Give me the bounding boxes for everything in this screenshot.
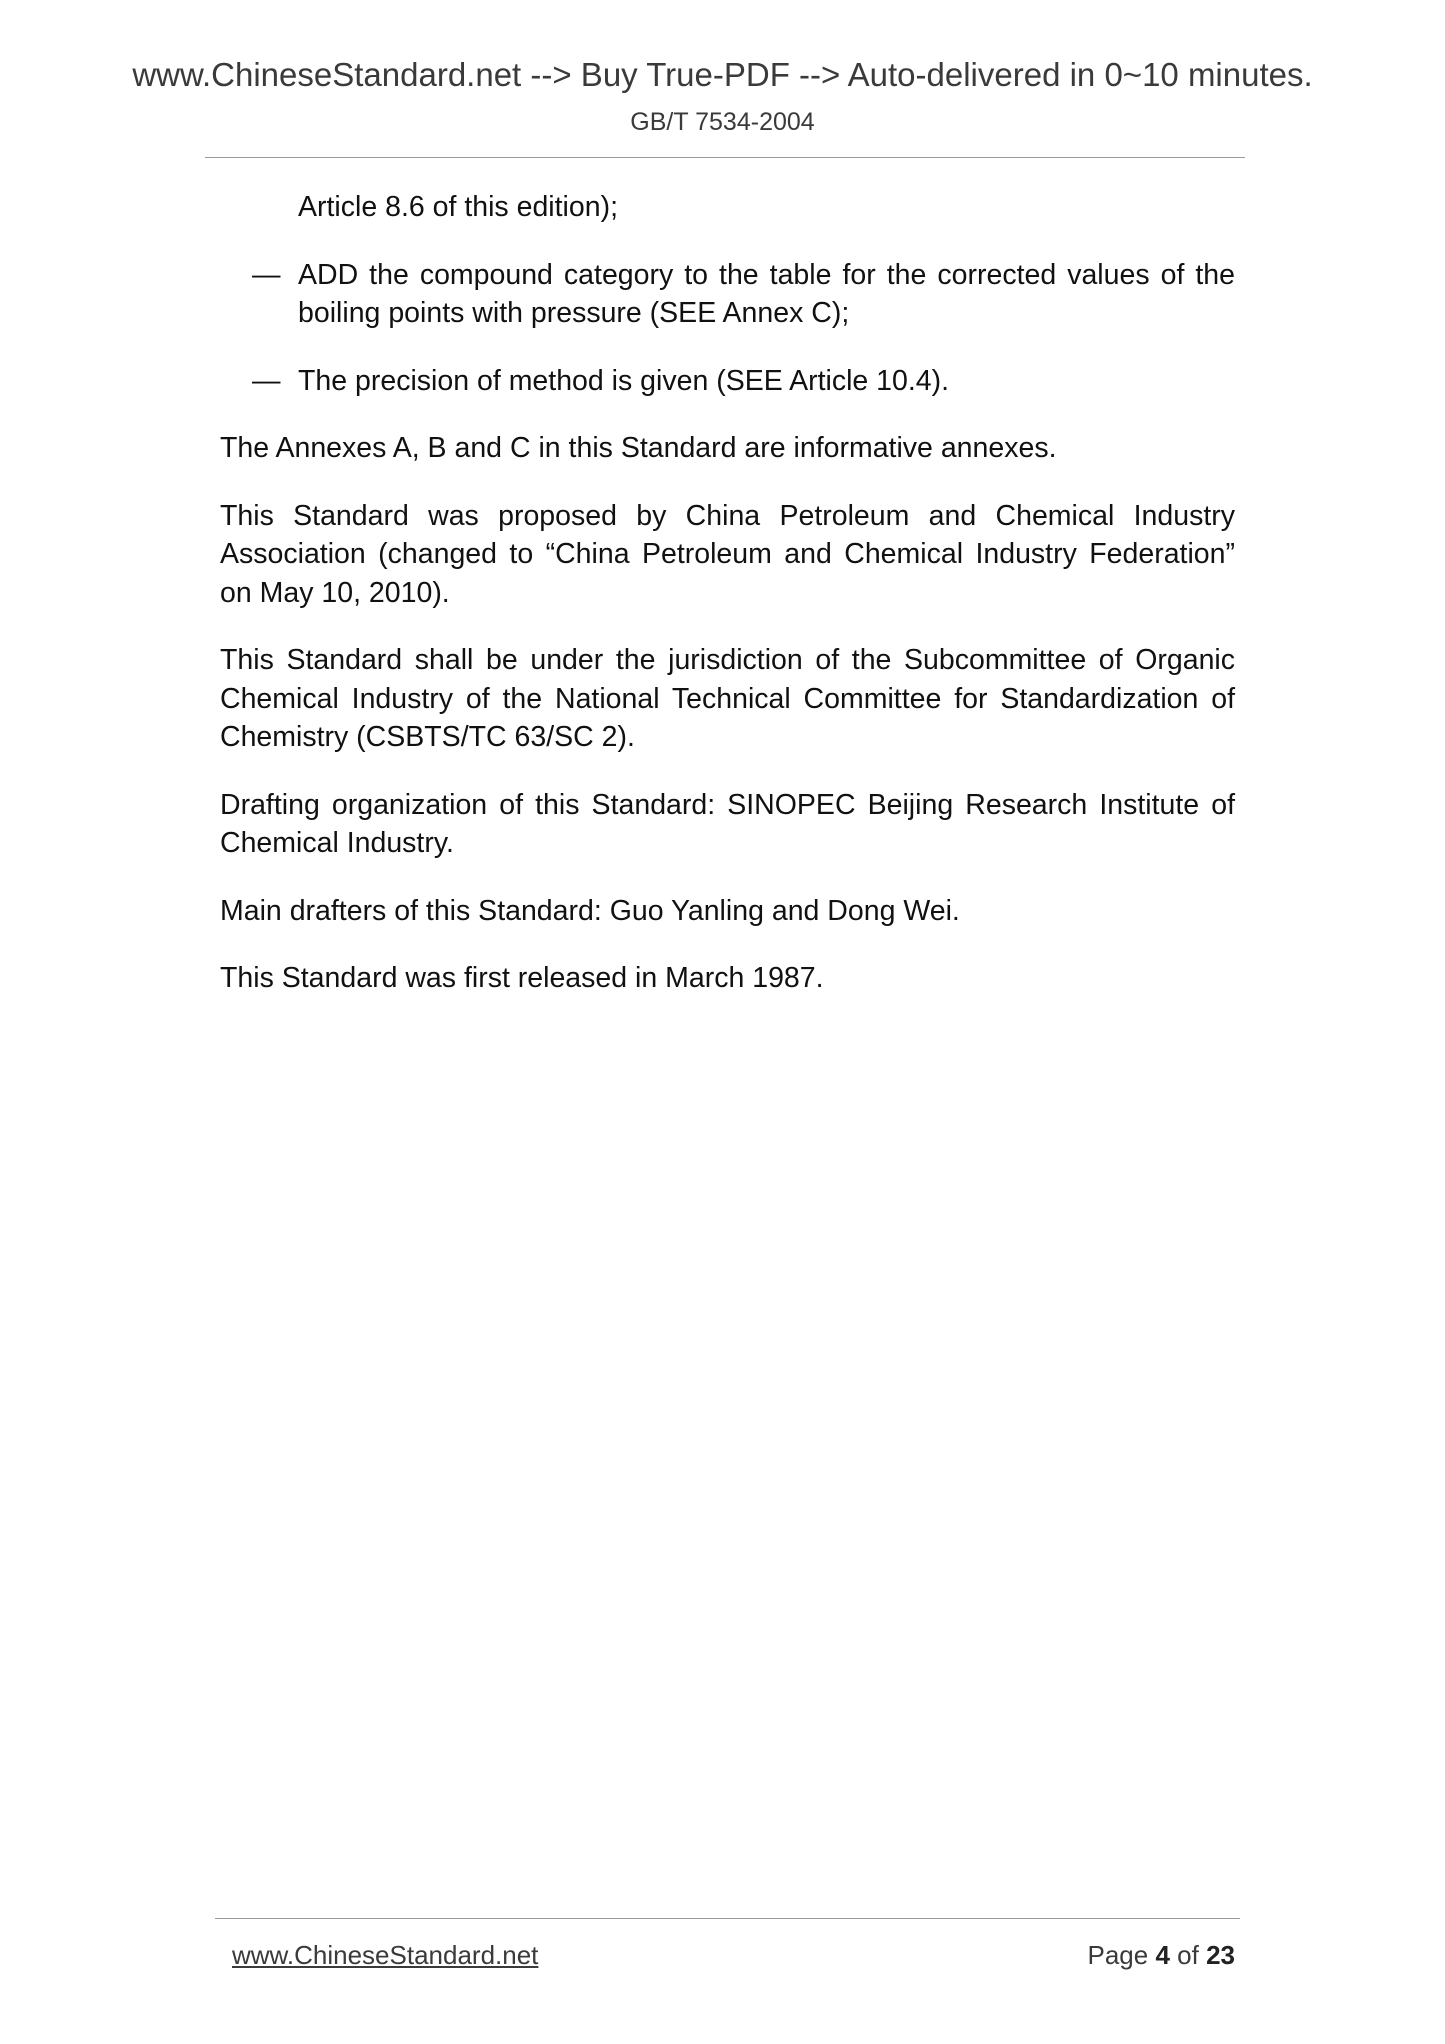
dash-bullet: —	[252, 364, 281, 397]
page-total: 23	[1206, 1940, 1235, 1970]
page-content	[220, 188, 1235, 1027]
footer-divider	[215, 1918, 1240, 1919]
list-item-text: The precision of method is given (SEE Article 10.4).	[298, 364, 950, 397]
paragraph-proposed-by: This Standard was proposed by China Petroleum and Chemical Industry Association (changed to “China Petroleum and Chemical Industry Federation” on May 10, 2010).	[220, 499, 1235, 609]
page-current: 4	[1155, 1940, 1170, 1970]
paragraph-main-drafters: Main drafters of this Standard: Guo Yanling and Dong Wei.	[220, 894, 960, 927]
header-divider	[205, 157, 1245, 158]
list-item-text: ADD the compound category to the table for the corrected values of the boiling points with pressure (SEE Annex C);	[298, 258, 1235, 329]
paragraph-drafting-organization: Drafting organization of this Standard: SINOPEC Beijing Research Institute of Chemical Industry.	[220, 788, 1235, 859]
document-code: GB/T 7534-2004	[630, 108, 815, 136]
list-item	[220, 362, 1235, 401]
header-banner: www.ChineseStandard.net --> Buy True-PDF --> Auto-delivered in 0~10 minutes.	[132, 56, 1313, 93]
paragraph-first-release: This Standard was first released in March 1987.	[220, 962, 824, 994]
paragraph-jurisdiction: This Standard shall be under the jurisdiction of the Subcommittee of Organic Chemical Industry of the National Technical Committee for Standardization of Chemistry (CSBTS/TC 63/SC 2).	[220, 644, 1235, 753]
page-label: Page	[1087, 1940, 1149, 1970]
dash-bullet: —	[252, 258, 281, 291]
continuation-text: Article 8.6 of this edition);	[298, 191, 618, 223]
page-of: of	[1177, 1940, 1199, 1970]
page-indicator	[1087, 1942, 1235, 1968]
footer-website-link[interactable]: www.ChineseStandard.net	[232, 1940, 539, 1970]
list-item	[220, 256, 1235, 333]
paragraph-annexes: The Annexes A, B and C in this Standard are informative annexes.	[220, 432, 1057, 464]
